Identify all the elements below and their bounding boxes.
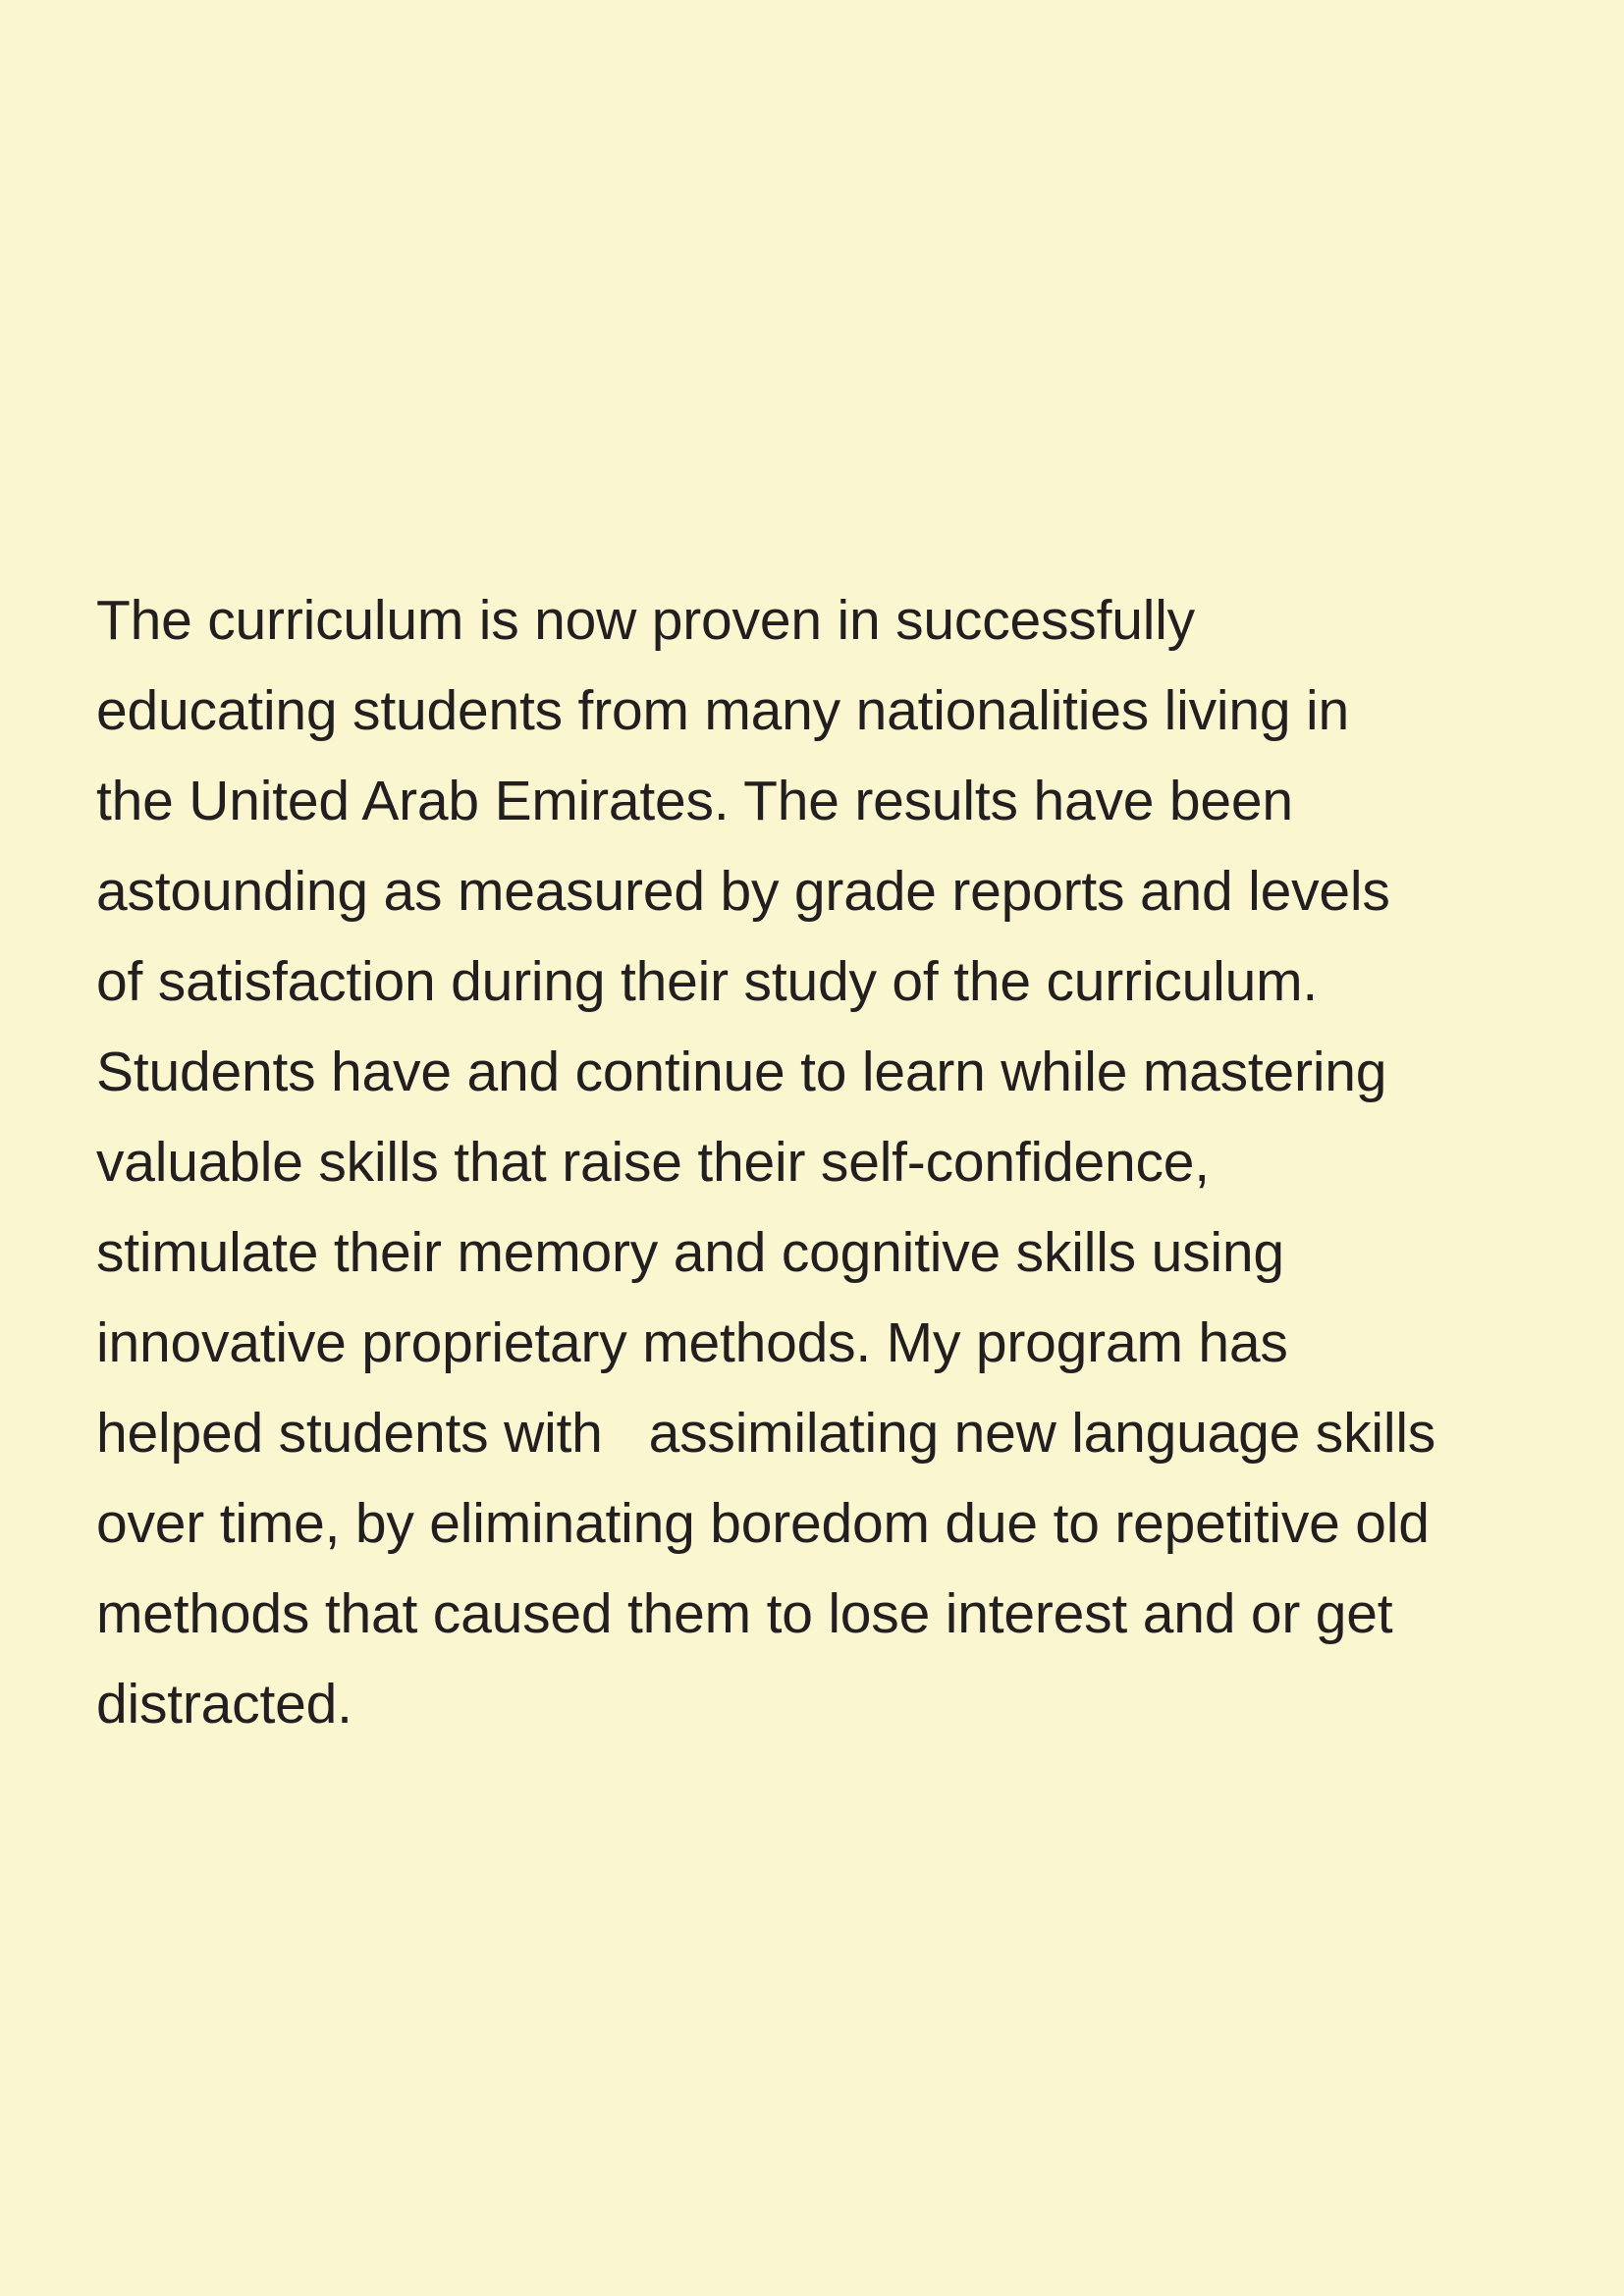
paragraph-line: valuable skills that raise their self-confidence, [96, 1131, 1210, 1194]
paragraph-line: Students have and continue to learn while mastering [96, 1041, 1387, 1103]
paragraph-line: methods that caused them to lose interest and or get [96, 1582, 1393, 1645]
paragraph-line: over time, by eliminating boredom due to repetitive old [96, 1492, 1430, 1555]
paragraph-line: educating students from many nationalities living in [96, 679, 1349, 742]
paragraph-line: astounding as measured by grade reports and levels [96, 860, 1390, 923]
paragraph-line: the United Arab Emirates. The results have been [96, 770, 1293, 832]
paragraph-line: stimulate their memory and cognitive skills using [96, 1221, 1284, 1284]
paragraph-line: of satisfaction during their study of the curriculum. [96, 950, 1318, 1013]
paragraph-line: innovative proprietary methods. My program has [96, 1311, 1288, 1374]
paragraph-line: The curriculum is now proven in successfully [96, 589, 1195, 652]
paragraph-line: helped students with assimilating new language skills [96, 1402, 1436, 1465]
paragraph-line: distracted. [96, 1673, 352, 1735]
body-paragraph [96, 575, 1549, 1749]
